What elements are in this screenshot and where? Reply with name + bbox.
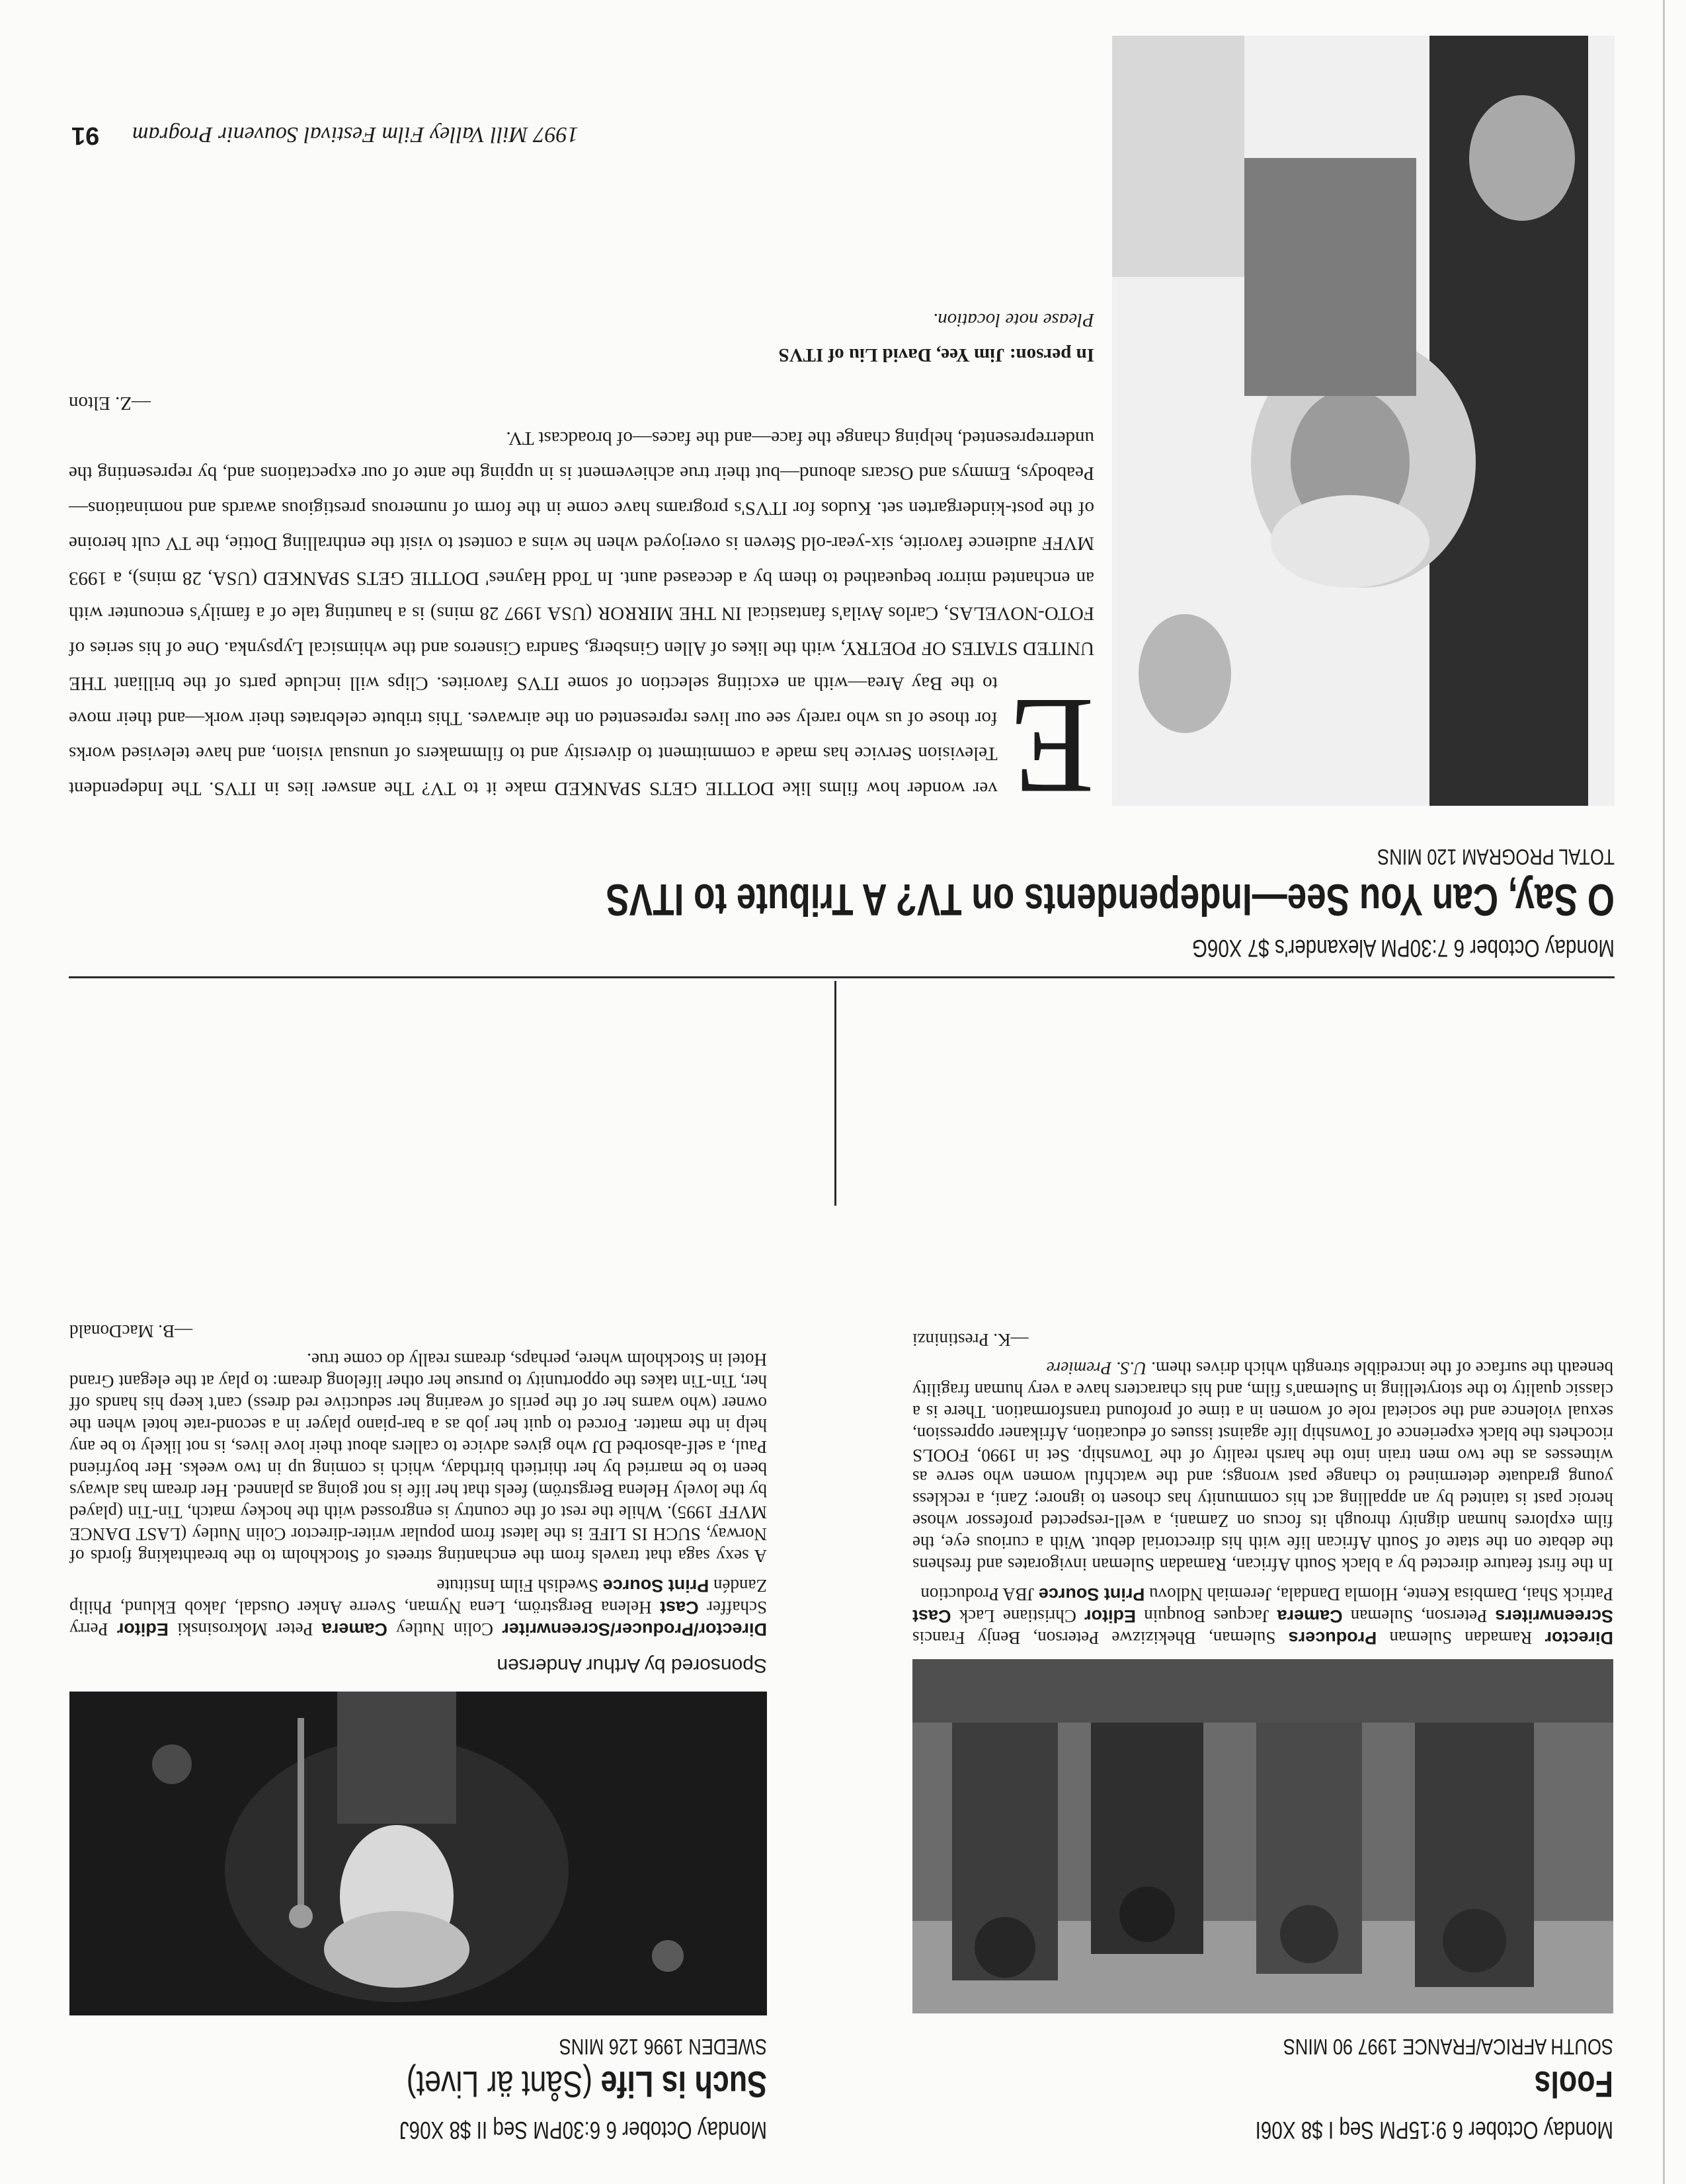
itvs-location-note: Please note location. xyxy=(932,309,1094,331)
column-divider xyxy=(834,981,836,1206)
such-is-life-director-label: Director/Producer/Screenwriter xyxy=(502,1619,767,1639)
fools-synopsis-text: In the first feature directed by a black South African, Ramadan Suleman invigorates and freshens the debate on the state of South African life with his directorial debut. With a curious eye, the film explores human dignity through its focus on Zamani, a well-respected professor whose heroic past is tainted by an appalling act his community has chosen to ignore; Zani, a reckless young graduate determined to change past wrongs; and the watchful women who serve as witnesses as the two men train into the harsh reality of the Township. Set in 1990, FOOLS ricochets the black experience of Township life against issues of education, Afrikaner oppression, sexual violence and the societal role of women in a time of profound transformation. There is a classic quality to the storytelling in Suleman's film, and his characters have a very human fragility beneath the surface of the incredible strength which drives them. xyxy=(912,1358,1613,1575)
such-is-life-original-title: (Sånt är Livet) xyxy=(406,2064,593,2105)
fools-producers: Suleman, Bhekizizwe Peterson, Benjy Francis xyxy=(912,1628,1276,1648)
fools-still-photo xyxy=(912,1659,1613,2013)
dottie-photo-image xyxy=(1112,36,1615,806)
such-is-life-credits xyxy=(69,1320,767,1676)
itvs-in-person-guests: In person: Jim Yee, David Liu of ITVS xyxy=(778,344,1094,366)
such-is-life-screening-info: Monday October 6 6:30PM Seq II $8 X06J xyxy=(399,2117,767,2144)
fools-screening-info: Monday October 6 9:15PM Seq I $8 X06I xyxy=(1255,2117,1613,2144)
film-such-is-life xyxy=(69,2033,767,2144)
dottie-gets-spanked-still-photo xyxy=(1112,36,1615,806)
fools-country-year-runtime: SOUTH AFRICA/FRANCE 1997 90 MINS xyxy=(1283,2035,1613,2059)
fools-cast: Patrick Shai, Dambisa Kente, Hlomla Dandala, Jeremiah Ndlovu xyxy=(1149,1584,1613,1604)
itvs-article xyxy=(69,302,1094,823)
such-is-life-synopsis: A sexy saga that travels from the enchanting streets of Stockholm to the breathtaking fjords of Norway, SUCH IS LIFE is the latest from popular writer-director Colin Nutley (LAST DANCE MVFF 1995). While the rest of the country is engrossed with the hockey match, Tin-Tin (played by the lovely Helena Bergström) feels that her life is not going as planned. Her dream has always been to be married by her thirtieth birthday, which is coming up in two weeks. Her boyfriend Paul, a self-absorbed DJ who gives advice to callers about their love lives, is not likely to be any help in the matter. Forced to quit her job as a bar-piano player in a second-rate hotel when the owner (who warns her of the perils of wearing her seductive red dress) can't keep his hands off her, Tin-Tin takes the opportunity to pursue her other lifelong dream: to play at the elegant Grand Hotel in Stockholm where, perhaps, dreams really do come true. xyxy=(69,1350,767,1566)
such-is-life-camera: Peter Mokrosinski xyxy=(177,1619,313,1639)
page-number: 91 xyxy=(71,122,100,149)
fools-print-source: JBA Production xyxy=(920,1584,1035,1604)
such-is-life-editor: Perry Schaffer xyxy=(69,1598,767,1639)
fools-director-label: Director xyxy=(1545,1628,1613,1648)
such-is-life-sponsor: Sponsored by Arthur Andersen xyxy=(497,1655,767,1676)
such-is-life-country-year-runtime: SWEDEN 1996 126 MINS xyxy=(559,2035,767,2059)
such-is-life-reviewer: —B. MacDonald xyxy=(69,1321,192,1341)
fools-director: Ramadan Suleman xyxy=(1389,1628,1533,1648)
such-is-life-camera-label: Camera xyxy=(321,1619,387,1639)
such-is-life-cast: Helena Bergström, Lena Nyman, Sverre Anker Ousdal, Jakob Eklund, Philip Zandén xyxy=(69,1576,767,1618)
such-is-life-title xyxy=(209,2062,767,2106)
fools-editor: Christiane Lack xyxy=(959,1606,1076,1626)
itvs-total-runtime: TOTAL PROGRAM 120 MINS xyxy=(1377,845,1615,869)
fools-camera-label: Camera xyxy=(1277,1606,1343,1626)
such-is-life-title-text: Such is Life xyxy=(600,2064,767,2105)
itvs-title: O Say, Can You See—Independents on TV? A Tribute to ITVS xyxy=(606,875,1615,925)
scan-edge-line xyxy=(1663,0,1665,2184)
such-is-life-still-photo xyxy=(69,1692,767,2015)
fools-editor-label: Editor xyxy=(1084,1606,1136,1626)
fools-cast-label: Cast xyxy=(912,1606,951,1626)
fools-synopsis xyxy=(912,1357,1613,1575)
fools-photo-image xyxy=(912,1659,1613,2013)
itvs-reviewer: —Z. Elton xyxy=(69,393,151,414)
fools-credits xyxy=(912,1329,1613,1649)
itvs-screening-info: Monday October 6 7:30PM Alexander's $7 X06G xyxy=(1191,935,1615,962)
fools-camera: Jacques Bouquin xyxy=(1144,1606,1269,1626)
such-is-life-print-source-label: Print Source xyxy=(602,1576,709,1596)
such-is-life-print-source: Swedish Film Institute xyxy=(436,1576,598,1596)
fools-print-source-label: Print Source xyxy=(1038,1584,1145,1604)
such-is-life-editor-label: Editor xyxy=(116,1619,169,1639)
itvs-tribute-header xyxy=(69,843,1615,962)
fools-screenwriters: Peterson, Suleman xyxy=(1350,1606,1488,1626)
running-head: 1997 Mill Valley Film Festival Souvenir Program xyxy=(132,122,579,147)
film-fools xyxy=(916,2033,1613,2144)
fools-producers-label: Producers xyxy=(1288,1628,1377,1648)
itvs-drop-cap: E xyxy=(1009,670,1094,823)
such-is-life-photo-image xyxy=(69,1692,767,2015)
itvs-article-text: ver wonder how films like DOTTIE GETS SPANKED make it to TV? The answer lies in ITVS. The Independent Television Service has made a commitment to diversity and to filmmakers of unusual vision, and have televised works for those of us who rarely see our lives represented on the airwaves. This tribute celebrates their work—and their move to the Bay Area—with an exciting selection of some ITVS favorites. Clips will include parts of the brilliant THE UNITED STATES OF POETRY, with the likes of Allen Ginsberg, Sandra Cisneros and the whimsical Lypsynka. One of his series of FOTO-NOVELAS, Carlos Avila's fantastical IN THE MIRROR (USA 1997 28 mins) is a haunting tale of a family's encounter with an enchanted mirror bequeathed to them by a deceased aunt. In Todd Haynes' DOTTIE GETS SPANKED (USA, 28 mins), a 1993 MVFF audience favorite, six-year-old Steven is overjoyed when he wins a contest to visit the enthralling Dottie, the TV cult heroine of the post-kindergarten set. Kudos for ITVS's programs have come in the form of numerous prestigious awards and nominations—Peabodys, Emmys and Oscars abound—but their true achievement is in upping the ante of our expectations and, by representing the underrepresented, helping change the face—and the faces—of broadcast TV. xyxy=(69,428,1094,799)
fools-title: Fools xyxy=(1534,2064,1613,2105)
fools-screenwriters-label: Screenwriters xyxy=(1495,1606,1613,1626)
fools-reviewer: —K. Prestininzi xyxy=(912,1330,1029,1350)
section-divider xyxy=(69,976,1615,978)
such-is-life-cast-label: Cast xyxy=(660,1598,699,1618)
fools-premiere: U.S. Premiere xyxy=(1046,1358,1147,1378)
such-is-life-director: Colin Nutley xyxy=(396,1619,494,1639)
